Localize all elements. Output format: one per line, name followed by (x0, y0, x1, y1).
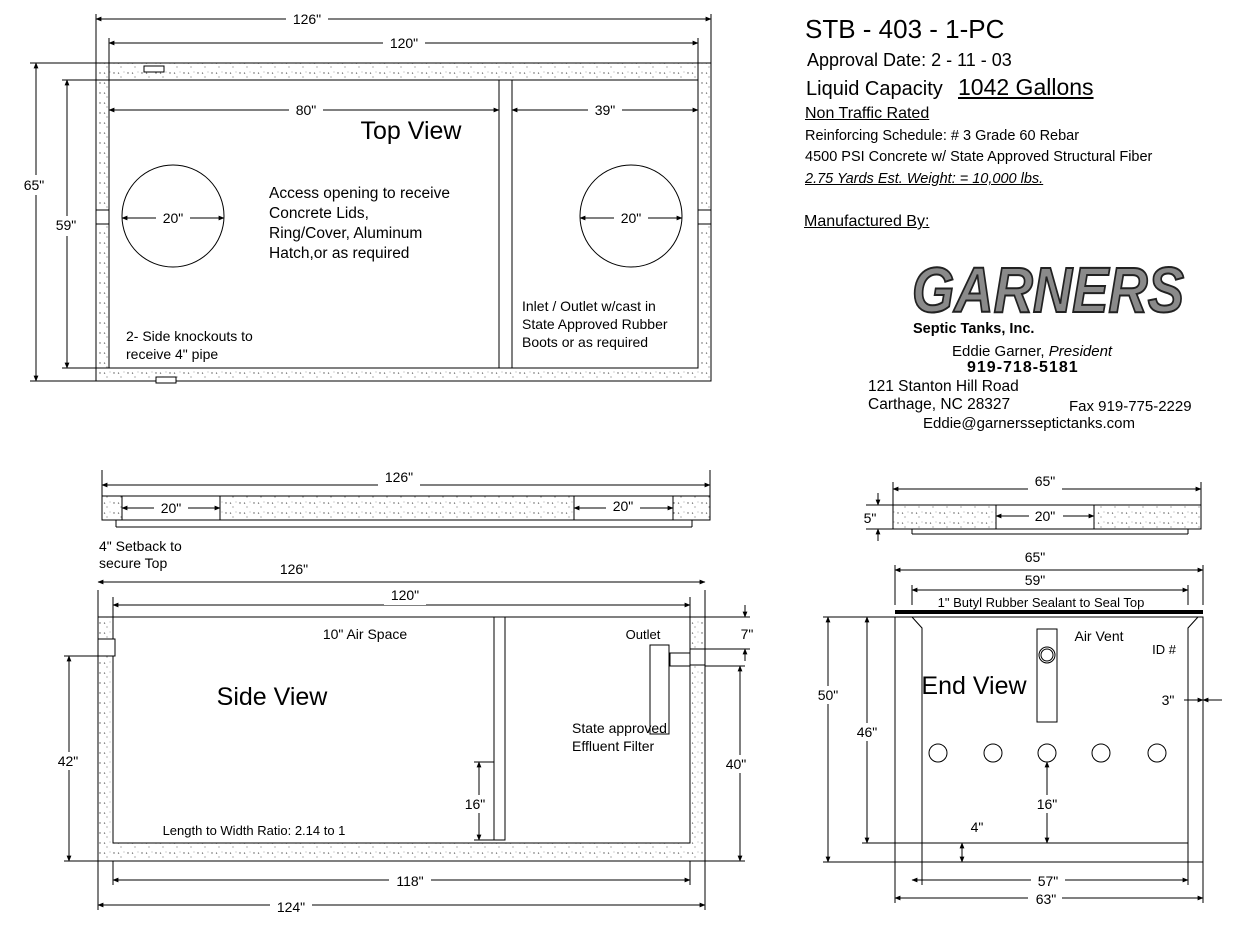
knockout-top (144, 66, 164, 72)
air-vent-pipe (1037, 629, 1057, 722)
knockout-bottom (156, 377, 176, 383)
end-bottom-offset: 4" (970, 819, 984, 835)
lid-end-thickness: 5" (863, 510, 877, 526)
capacity-label: Liquid Capacity (806, 78, 943, 100)
outlet-pipe-left (670, 653, 690, 666)
lid-end-width: 65" (1034, 473, 1056, 489)
traffic-rating: Non Traffic Rated (805, 105, 930, 122)
president-role: President (1048, 343, 1113, 360)
effluent-filter-label: State approved Effluent Filter (572, 720, 667, 754)
manufactured-by: Manufactured By: (804, 213, 930, 230)
end-sealant: 1" Butyl Rubber Sealant to Seal Top (937, 595, 1145, 610)
knockouts-note: 2- Side knockouts to receive 4" pipe (126, 328, 253, 362)
access-opening-note: Access opening to receive Concrete Lids, Ring/Cover, Aluminum Hatch,or as required (269, 185, 450, 262)
end-side-offset: 3" (1161, 692, 1175, 708)
end-hole-4 (1092, 744, 1110, 762)
setback-note: 4" Setback to secure Top (99, 538, 182, 571)
top-outer-width: 65" (23, 177, 45, 193)
end-hole-5 (1148, 744, 1166, 762)
side-air-space: 10" Air Space (322, 626, 408, 642)
president-line (952, 343, 1112, 360)
end-bottom-inner: 57" (1037, 873, 1059, 889)
concrete-spec: 4500 PSI Concrete w/ State Approved Structural Fiber (805, 149, 1153, 165)
top-view-title: Top View (360, 117, 462, 145)
air-vent-hole-inner (1041, 649, 1053, 661)
side-inner-length: 120" (390, 587, 420, 603)
city: Carthage, NC 28327 (868, 396, 1011, 413)
side-outlet-drop: 7" (740, 626, 754, 642)
end-hole-1 (929, 744, 947, 762)
approval-date: Approval Date: 2 - 11 - 03 (807, 50, 1012, 70)
end-id: ID # (1152, 642, 1176, 657)
address: 121 Stanton Hill Road (868, 378, 1019, 395)
end-height-inner: 46" (856, 724, 878, 740)
top-outer-length: 126" (292, 11, 322, 27)
weight-estimate: 2.75 Yards Est. Weight: = 10,000 lbs. (805, 171, 1044, 187)
top-inner-width: 59" (55, 217, 77, 233)
end-hole-3 (1038, 744, 1056, 762)
side-bottom-outer: 124" (276, 899, 306, 915)
inlet-outlet-note: Inlet / Outlet w/cast in State Approved Rubber Boots or as required (522, 298, 668, 350)
end-height-outer: 50" (817, 687, 839, 703)
end-bottom-outer: 63" (1035, 891, 1057, 907)
fax: Fax 919-775-2229 (1069, 398, 1192, 415)
president-name: Eddie Garner, (952, 343, 1045, 360)
inlet-pipe (98, 639, 115, 656)
garners-logo (898, 250, 1198, 320)
end-holes-height: 16" (1036, 796, 1058, 812)
side-bottom-inner: 118" (396, 873, 424, 889)
end-top-inner: 59" (1024, 572, 1046, 588)
top-view-baffle-wall (499, 80, 512, 368)
lid-side-length: 126" (384, 469, 414, 485)
phone: 919-718-5181 (967, 359, 1079, 376)
lid-end-opening-dim: 20" (1034, 508, 1056, 524)
outlet-right-notch (698, 210, 711, 224)
side-outlet-height: 40" (725, 756, 747, 772)
side-inlet-height: 42" (57, 753, 79, 769)
end-view-title: End View (921, 672, 1027, 700)
lid-side-opening-1-dim: 20" (160, 500, 182, 516)
spec-title: STB - 403 - 1-PC (805, 14, 1005, 44)
email: Eddie@garnersseptictanks.com (923, 415, 1135, 432)
side-outer-length: 126" (279, 561, 309, 577)
capacity-value: 1042 Gallons (958, 74, 1094, 100)
top-inner-length: 120" (389, 35, 419, 51)
top-opening-1-dim: 20" (162, 210, 184, 226)
side-view-title: Side View (216, 683, 328, 711)
lid-side-opening-2-dim: 20" (612, 498, 634, 514)
logo-subtitle: Septic Tanks, Inc. (913, 321, 1035, 337)
inlet-left-notch (96, 210, 109, 224)
top-compartment-1: 80" (295, 102, 317, 118)
top-compartment-2: 39" (594, 102, 616, 118)
reinforcing-schedule: Reinforcing Schedule: # 3 Grade 60 Rebar (805, 128, 1080, 144)
side-outlet-label: Outlet (625, 627, 661, 642)
side-view-baffle (494, 617, 505, 840)
end-air-vent: Air Vent (1074, 628, 1124, 644)
side-baffle-opening: 16" (464, 796, 486, 812)
end-top-outer: 65" (1024, 549, 1046, 565)
logo-text: GARNERS (912, 254, 1185, 320)
side-ratio: Length to Width Ratio: 2.14 to 1 (162, 823, 346, 838)
end-hole-2 (984, 744, 1002, 762)
outlet-pipe-right (690, 649, 705, 665)
top-opening-2-dim: 20" (620, 210, 642, 226)
